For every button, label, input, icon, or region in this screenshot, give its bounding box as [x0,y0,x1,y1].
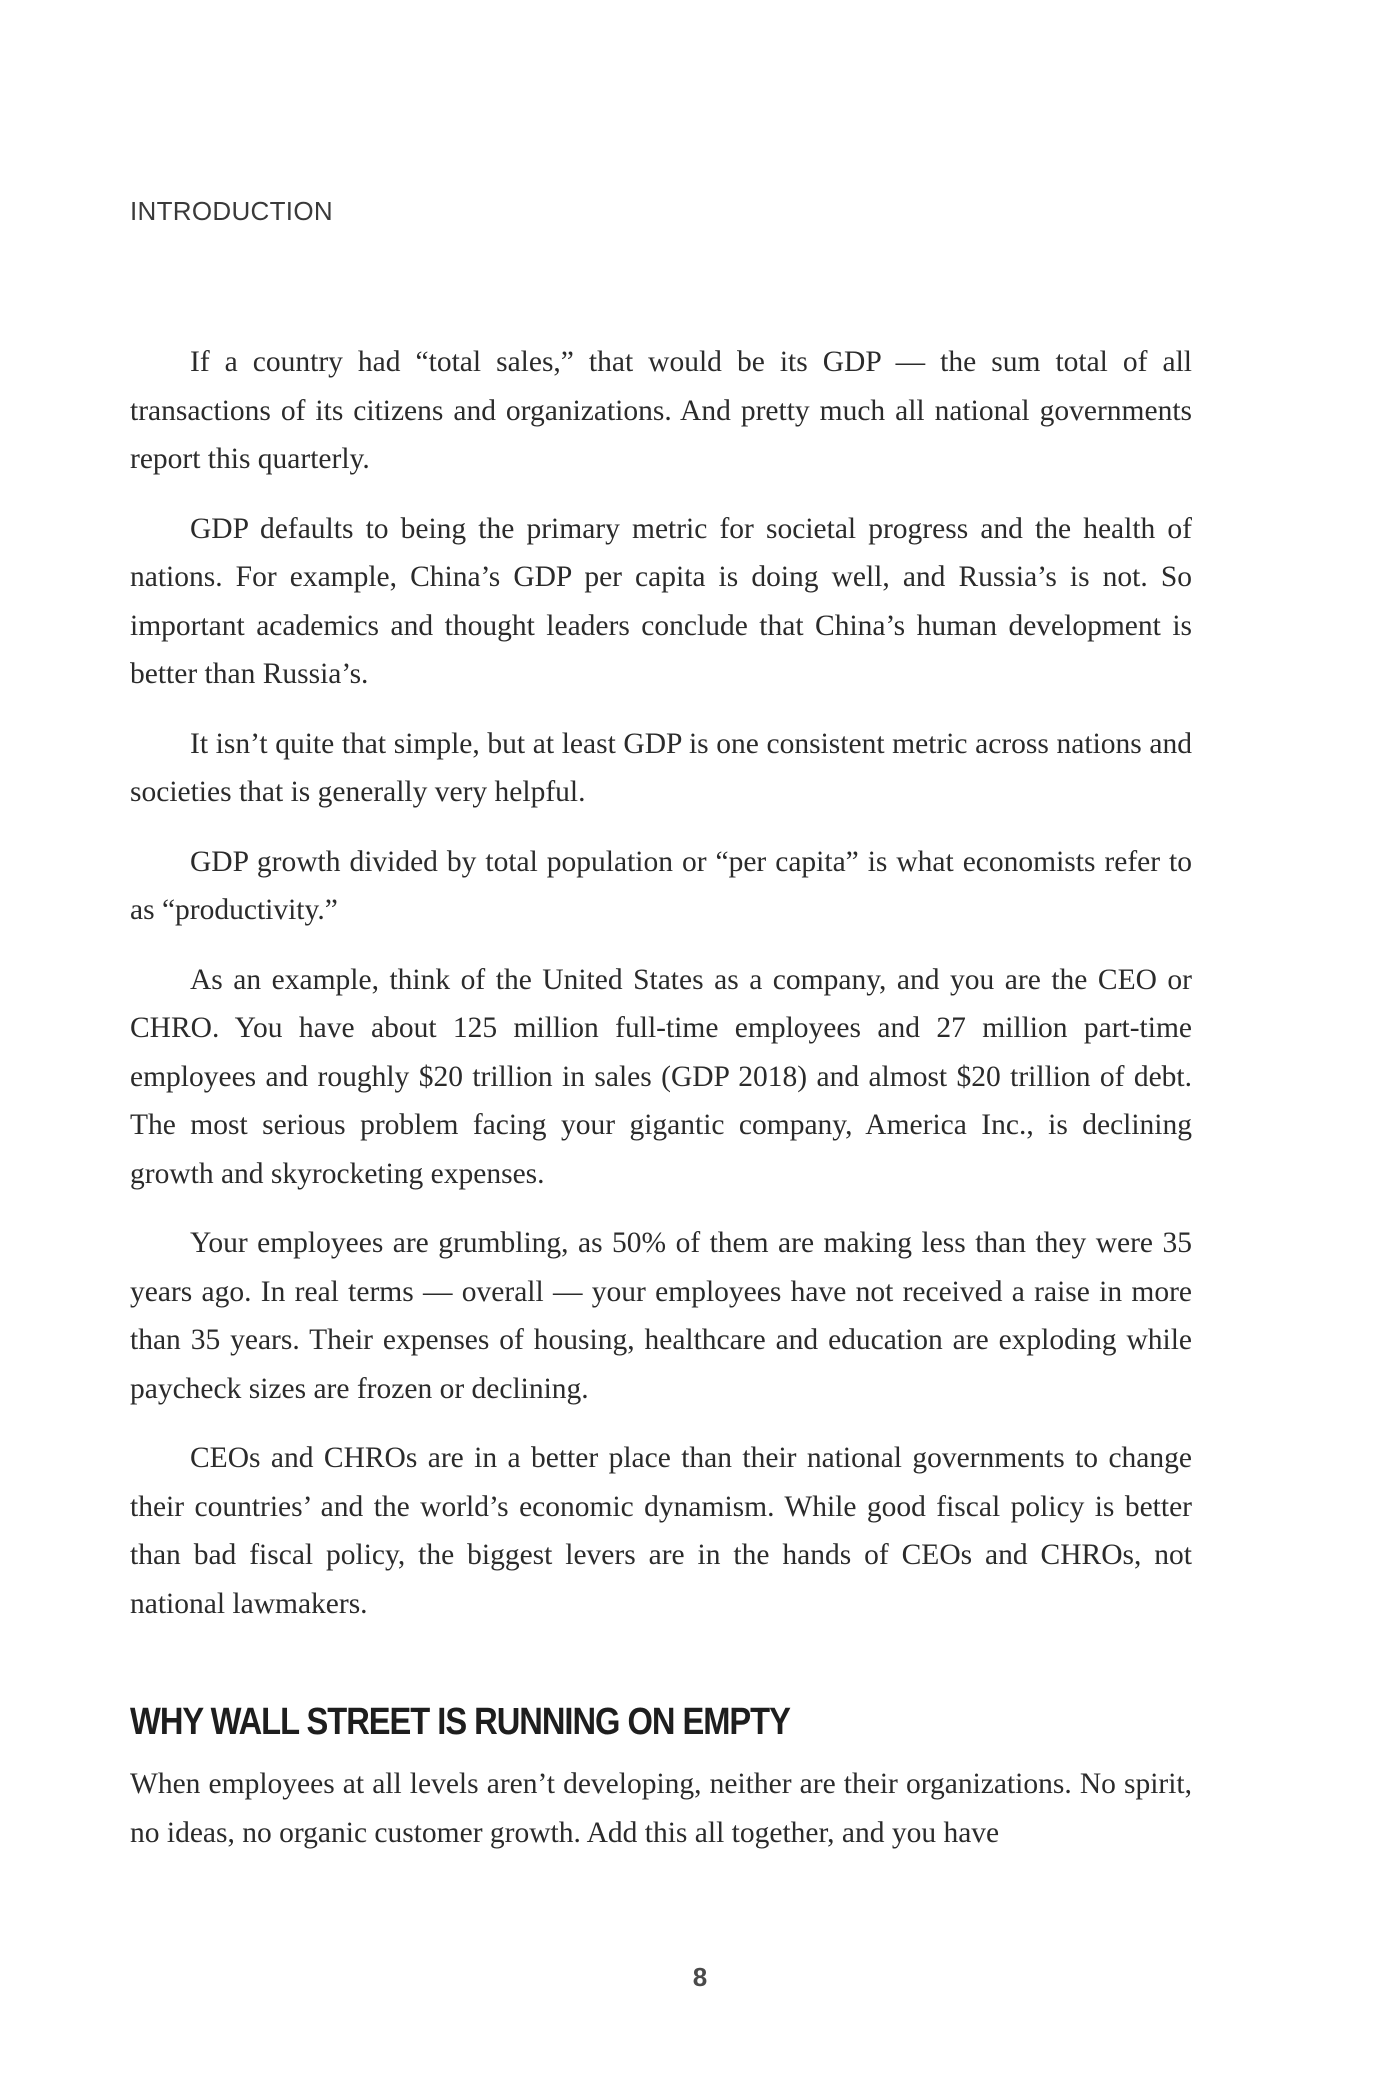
paragraph: Your employees are grumbling, as 50% of them are making less than they were 35 years ago. In real terms — overall — your employees have not received a raise in more than 35 years. Their expenses of housing, healthcare and education are exploding while paycheck sizes are frozen or declining. [130,1227,1192,1405]
paragraph: If a country had “total sales,” that would be its GDP — the sum total of all transactions of its citizens and organizations. And pretty much all national governments report this quarterly. [130,346,1192,475]
paragraph: CEOs and CHROs are in a better place than their national governments to change their countries’ and the world’s economic dynamism. While good fiscal policy is better than bad fiscal policy, the biggest levers are in the hands of CEOs and CHROs, not national lawmakers. [130,1442,1192,1620]
paragraph: When employees at all levels aren’t developing, neither are their organizations. No spirit, no ideas, no organic customer growth. Add this all together, and you have [130,1768,1192,1849]
paragraph: GDP defaults to being the primary metric for societal progress and the health of nations. For example, China’s GDP per capita is doing well, and Russia’s is not. So important academics and thought leaders conclude that China’s human development is better than Russia’s. [130,512,1192,690]
body-text [130,338,1192,1878]
paragraph: GDP growth divided by total population or “per capita” is what economists refer to as “productivity.” [130,845,1192,926]
section-heading: WHY WALL STREET IS RUNNING ON EMPTY [130,1701,790,1743]
page-number: 8 [692,1962,708,1992]
paragraph: As an example, think of the United States as a company, and you are the CEO or CHRO. You have about 125 million full-time employees and 27 million part-time employees and roughly $20 trillion in sales (GDP 2018) and almost $20 trillion of debt. The most serious problem facing your gigantic company, America Inc., is declining growth and skyrocketing expenses. [130,963,1192,1190]
paragraph: It isn’t quite that simple, but at least GDP is one consistent metric across nations and societies that is generally very helpful. [130,727,1192,808]
running-head: INTRODUCTION [130,196,333,226]
